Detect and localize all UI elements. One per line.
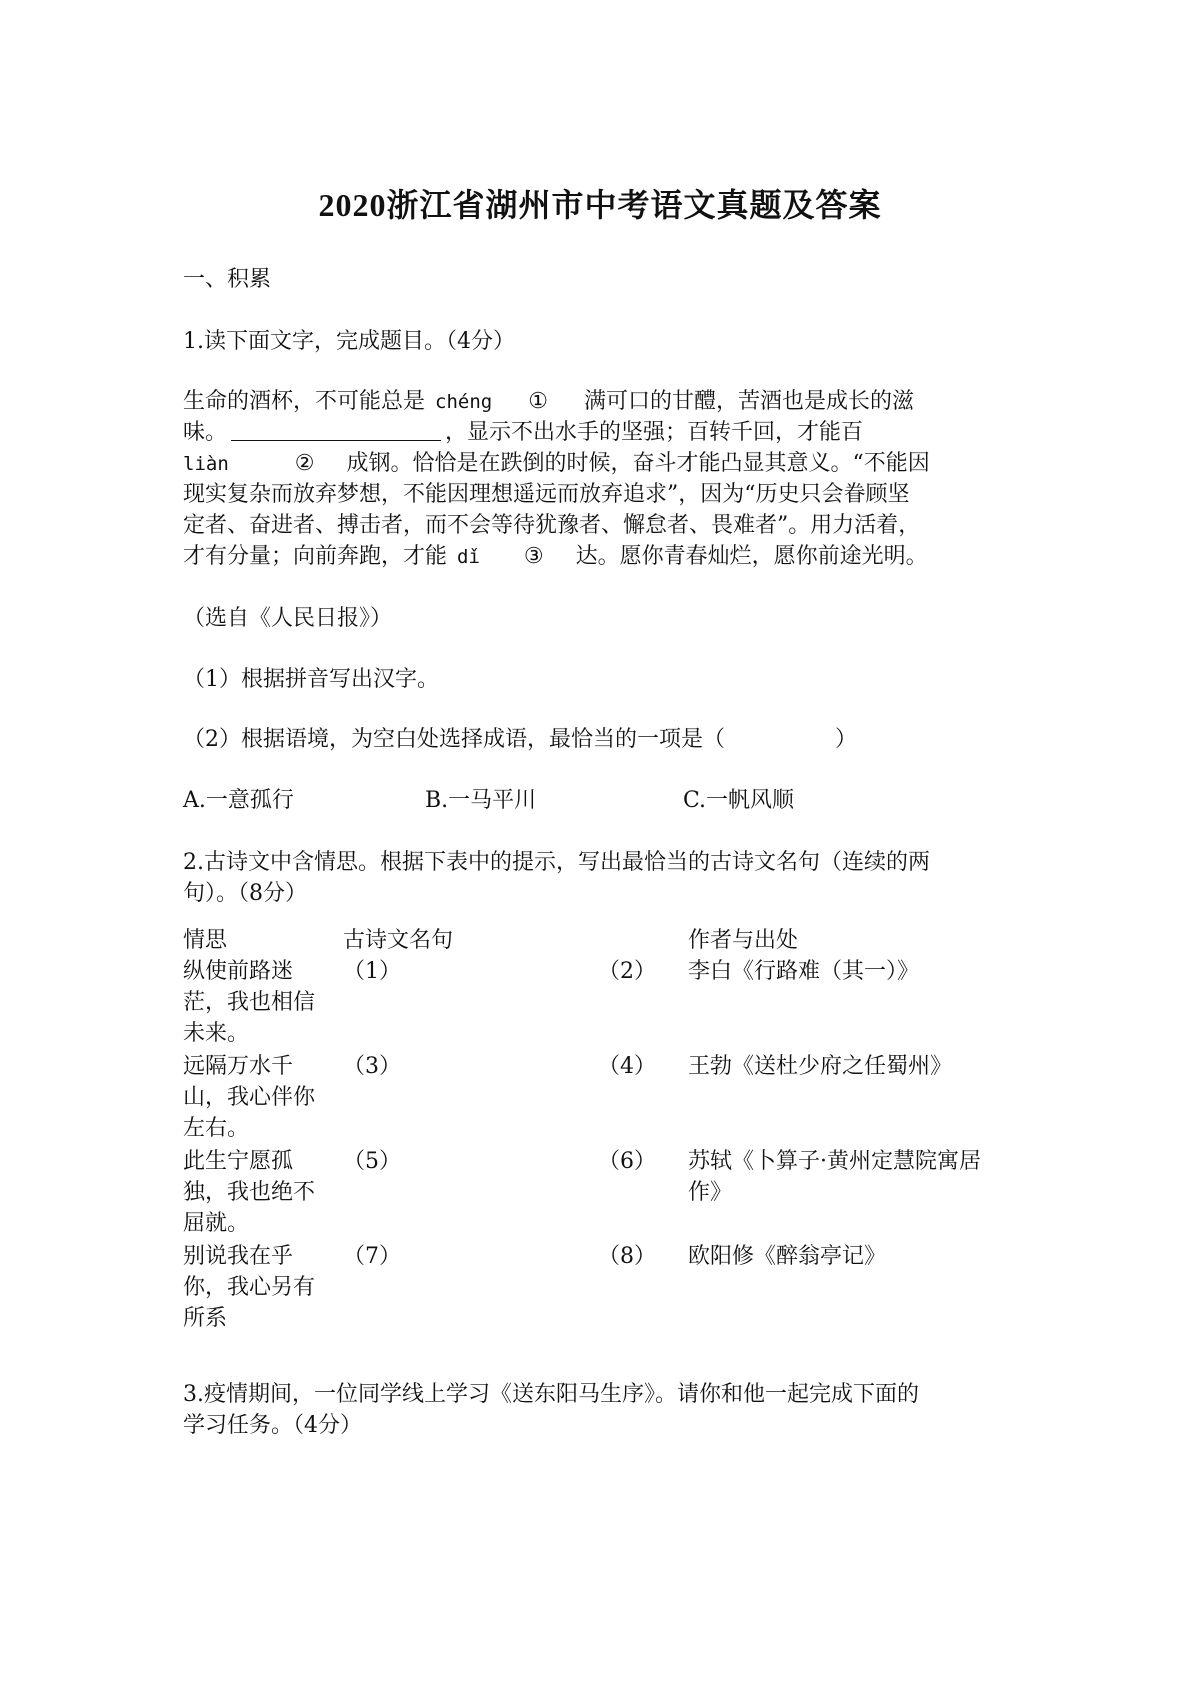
table-cell-verse-left: （7） (343, 1244, 401, 1269)
passage-line-4: 现实复杂而放弃梦想，不能因理想遥远而放弃追求”，因为“历史只会眷顾坚 (183, 482, 910, 507)
q1-heading: 1.读下面文字，完成题目。（4分） (183, 329, 515, 354)
table-cell-source-cont: 作》 (688, 1180, 733, 1205)
table-cell-verse-left: （3） (343, 1054, 401, 1079)
table-cell-verse-right: （2） (598, 959, 656, 984)
table-cell-verse-left: （5） (343, 1149, 401, 1174)
table-cell-source: 王勃《送杜少府之任蜀州》 (688, 1054, 953, 1079)
q3-heading-line-2: 学习任务。（4分） (183, 1413, 362, 1438)
passage-text: 成钢。恰恰是在跌倒的时候，奋斗才能凸显其意义。“不能因 (346, 451, 930, 476)
passage-text: 达。愿你青春灿烂，愿你前途光明。 (575, 544, 928, 569)
passage-text: ，显示不出水手的坚强；百转千回，才能百 (445, 420, 864, 445)
q3-heading-line-1: 3.疫情期间，一位同学线上学习《送东阳马生序》。请你和他一起完成下面的 (183, 1382, 919, 1407)
passage-source: （选自《人民日报》） (183, 606, 393, 631)
passage-text: 生命的酒杯，不可能总是 (183, 389, 426, 414)
table-cell-verse-right: （6） (598, 1149, 656, 1174)
q1-sub2-close: ） (835, 727, 858, 752)
passage-text: 味。 (183, 420, 228, 445)
q1-sub2 (183, 725, 857, 755)
passage-text: 满可口的甘醴，苦酒也是成长的滋 (583, 389, 914, 414)
option-a: A.一意孤行 (183, 788, 294, 813)
table-cell-source: 苏轼《卜算子·黄州定慧院寓居 (688, 1149, 981, 1174)
table-cell-verse-right: （4） (598, 1054, 656, 1079)
q2-heading-line-2: 句）。（8分） (183, 881, 307, 906)
blank-marker-1: ① (528, 389, 548, 414)
blank-marker-2: ② (294, 451, 315, 476)
table-cell-feeling: 远隔万水千山，我心伴你左右。 (183, 1054, 316, 1141)
table-cell-verse-right: （8） (598, 1244, 656, 1269)
option-b: B.一马平川 (425, 788, 537, 813)
table-header-feeling: 情思 (183, 928, 228, 953)
passage-line-3 (183, 449, 930, 479)
page-title: 2020浙江省湖州市中考语文真题及答案 (318, 187, 882, 223)
passage-line-5: 定者、奋进者、搏击者，而不会等待犹豫者、懈怠者、畏难者”。用力活着， (183, 513, 921, 538)
passage-line-1 (183, 387, 914, 417)
table-cell-feeling: 别说我在乎你，我心另有所系 (183, 1244, 316, 1331)
table-cell-feeling: 此生宁愿孤独，我也绝不屈就。 (183, 1149, 316, 1236)
table-cell-source: 欧阳修《醉翁亭记》 (688, 1244, 887, 1269)
table-header-verse: 古诗文名句 (343, 928, 454, 953)
table-cell-feeling: 纵使前路迷茫，我也相信未来。 (183, 959, 316, 1046)
section-heading: 一、积累 (183, 267, 272, 292)
q1-sub2-text: （2）根据语境，为空白处选择成语，最恰当的一项是（ (183, 727, 725, 752)
q2-heading-line-1: 2.古诗文中含情思。根据下表中的提示，写出最恰当的古诗文名句（连续的两 (183, 850, 930, 875)
pinyin-cheng: chéng (435, 391, 493, 413)
table-cell-verse-left: （1） (343, 959, 401, 984)
option-c: C.一帆风顺 (683, 788, 795, 813)
passage-line-6 (183, 542, 928, 572)
pinyin-lian: liàn (183, 453, 229, 475)
idiom-blank (231, 418, 441, 441)
passage-text: 才有分量；向前奔跑，才能 (183, 544, 448, 569)
blank-marker-3: ③ (523, 544, 544, 569)
q1-sub1: （1）根据拼音写出汉字。 (183, 667, 439, 692)
passage-line-2 (183, 418, 863, 448)
pinyin-di: dǐ (457, 546, 480, 568)
table-cell-source: 李白《行路难（其一）》 (688, 959, 920, 984)
table-header-source: 作者与出处 (688, 928, 799, 953)
